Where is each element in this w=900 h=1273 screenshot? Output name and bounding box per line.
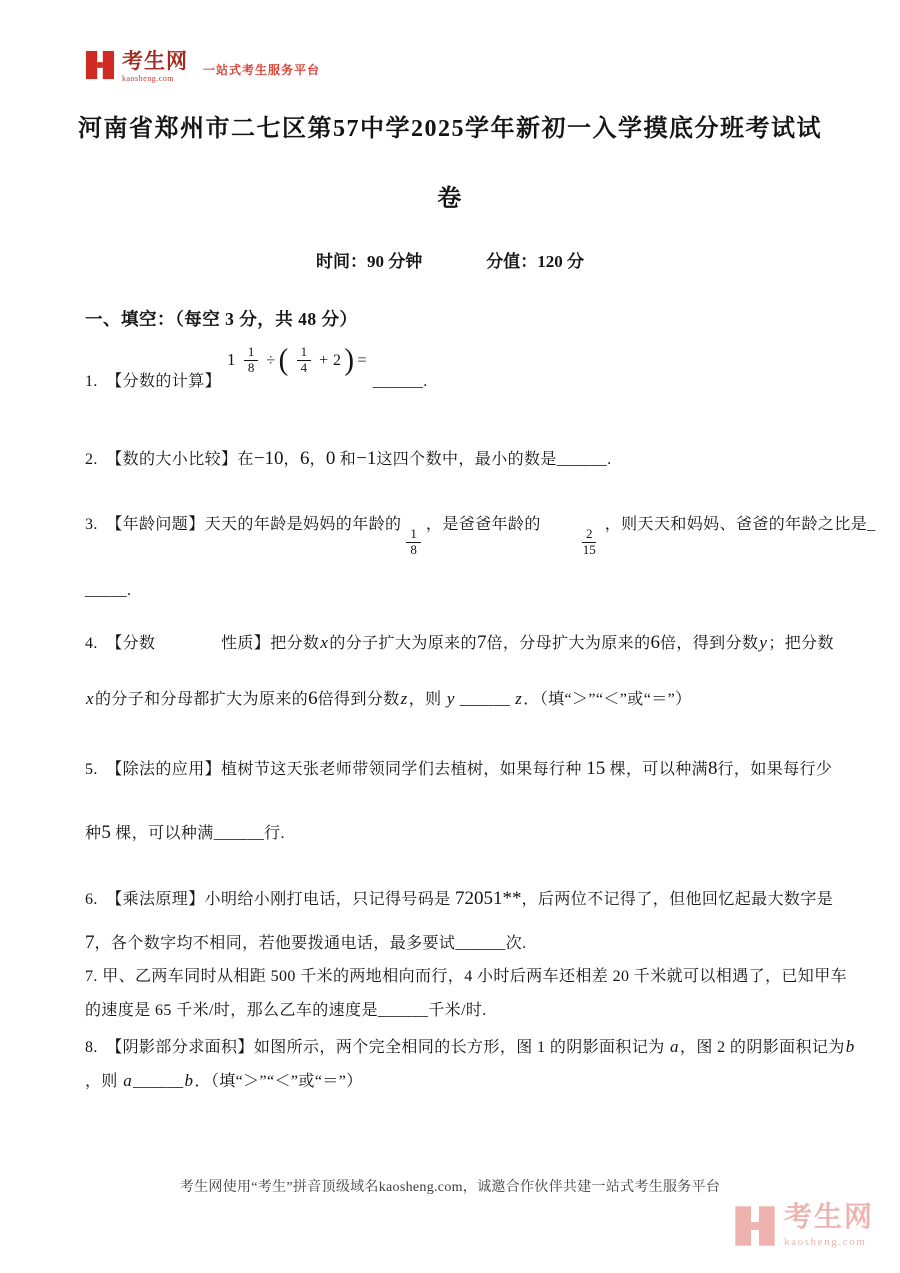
q2-label: 2. 【数的大小比较】: [85, 451, 238, 468]
question-3-continuation: [85, 580, 131, 602]
q4-label: 4. 【分数 性质】: [85, 635, 271, 652]
q4-text-segment: ．（填“＞”“＜”或“＝”）: [523, 691, 692, 708]
question-6: [85, 886, 833, 912]
q6-text-segment: ，后两位不记得了，但他回忆起最大数字是: [521, 891, 834, 908]
q6-label: 6. 【乘法原理】: [85, 891, 205, 908]
question-1: [85, 343, 428, 393]
q4-text-segment: 倍得到分数: [317, 691, 400, 708]
q5-number: 15: [586, 758, 606, 779]
q4-text-segment: 倍，得到分数: [659, 635, 759, 652]
q1-f2-denominator: 4: [300, 359, 308, 375]
q3-text-segment: 天天的年龄是妈妈的年龄的: [204, 516, 402, 533]
q1-f1-numerator: 1: [244, 345, 259, 361]
q2-number: −1: [356, 448, 377, 469]
q4-text-segment: 的分子扩大为原来的: [329, 635, 477, 652]
q4-answer-blank: ______: [459, 691, 511, 708]
q1-f1-denominator: 8: [247, 359, 255, 375]
q2-text-segment: ，: [309, 451, 326, 468]
q1-f2-numerator: 1: [297, 345, 312, 361]
q1-divide-sign: ÷: [266, 351, 276, 369]
question-6-continuation: [85, 930, 527, 956]
q4-text-segment: 的分子和分母都扩大为原来的: [94, 691, 309, 708]
logo-tagline: 一站式考生服务平台: [203, 63, 321, 78]
q1-formula: [227, 345, 367, 376]
q8-label: 8. 【阴影部分求面积】: [85, 1039, 254, 1056]
exam-title-line2: 卷: [437, 186, 463, 212]
q5-text-segment: 行.: [264, 825, 285, 842]
exam-title-line1: 河南省郑州市二七区第57中学2025学年新初一入学摸底分班考试试: [78, 116, 822, 142]
q4-variable-y: y: [759, 633, 768, 652]
q2-number: −10: [253, 448, 284, 469]
q1-fraction-1: [244, 345, 259, 376]
q7-text-segment: 千米/时.: [428, 1002, 487, 1019]
question-5: [85, 756, 832, 782]
q1-fraction-2: [297, 345, 312, 376]
q1-equals-sign: =: [357, 351, 367, 369]
q4-number: 6: [308, 688, 318, 709]
q5-answer-blank: ______: [213, 825, 265, 842]
kaosheng-watermark: [734, 1204, 874, 1248]
q2-text-segment: ，: [283, 451, 300, 468]
logo-name: 考生网: [122, 49, 188, 73]
logo-text-block: [122, 50, 188, 83]
q8-variable-a: a: [670, 1037, 679, 1056]
q3-text-segment: ，是爸爸年龄的: [425, 516, 541, 533]
question-8-continuation: [85, 1070, 363, 1093]
q4-number: 6: [650, 632, 660, 653]
kaosheng-header-logo: [85, 50, 320, 83]
q8-variable-b: b: [184, 1071, 194, 1090]
q4-text-segment: 倍，分母扩大为原来的: [486, 635, 651, 652]
meta-time: 时间：90 分钟: [316, 252, 423, 271]
q4-text-segment: ；把分数: [768, 635, 834, 652]
question-7-continuation: [85, 1000, 487, 1022]
q6-text-segment: 小明给小刚打电话，只记得号码是: [204, 891, 456, 908]
watermark-logo-icon: [734, 1205, 776, 1247]
q5-text-segment: 棵，可以种满: [605, 761, 709, 778]
kaosheng-logo-icon: [85, 50, 115, 80]
q1-answer-blank: ______.: [372, 373, 428, 391]
q3-f1-denominator: 8: [410, 541, 417, 557]
q3-fraction-2: [579, 527, 600, 558]
q7-text-segment: 的速度是 65 千米/时，那么乙车的速度是: [85, 1002, 378, 1019]
question-7: [85, 966, 847, 988]
q3-fraction-1: [406, 527, 421, 558]
q4-variable-y: y: [446, 689, 455, 708]
exam-meta: [0, 247, 900, 272]
q3-f1-numerator: 1: [406, 527, 421, 543]
q8-answer-blank: ______: [133, 1073, 184, 1090]
q8-variable-a: a: [123, 1071, 133, 1090]
q2-number: 6: [299, 448, 310, 469]
q8-text-segment: ，图 2 的阴影面积记为: [679, 1039, 845, 1056]
watermark-name: 考生网: [783, 1202, 874, 1233]
question-4-continuation: [85, 686, 692, 712]
watermark-domain: kaosheng.com: [783, 1236, 867, 1248]
q5-text-segment: 棵，可以种满: [110, 825, 214, 842]
q1-left-paren: (: [278, 343, 289, 377]
q7-text-segment: 7. 甲、乙两车同时从相距 500 千米的两地相向而行，4 小时后两车还相差 20 千米就可以相遇了，已知甲车: [85, 968, 848, 985]
q7-answer-blank: ______: [377, 1002, 429, 1019]
q4-variable-x: x: [320, 633, 329, 652]
q2-answer-blank: ______.: [556, 451, 612, 468]
q1-whole-number: 1: [227, 349, 236, 369]
q3-text-segment: ，则天天和妈妈、爸爸的年龄之比是_: [604, 516, 876, 533]
q8-variable-b: b: [845, 1037, 855, 1056]
q5-number: 5: [101, 822, 111, 843]
q4-text-segment: 把分数: [270, 635, 320, 652]
q6-text-segment: 次.: [505, 935, 527, 952]
q8-text-segment: ．（填“＞”“＜”或“＝”）: [194, 1073, 363, 1090]
q5-text-segment: 植树节这天张老师带领同学们去植树，如果每行种: [221, 761, 587, 778]
q3-answer-blank: _____.: [85, 582, 132, 599]
logo-domain: kaosheng.com: [122, 74, 174, 84]
q2-text-segment: 在: [237, 451, 254, 468]
q4-variable-x: x: [86, 689, 94, 708]
q1-label: 1. 【分数的计算】: [85, 373, 222, 391]
question-8: [85, 1036, 856, 1059]
meta-score: 分值：120 分: [486, 252, 584, 271]
q3-f2-denominator: 15: [582, 541, 596, 557]
page-footer-text: 考生网使用“考生”拼音顶级域名kaosheng.com，诚邀合作伙伴共建一站式考生服务平台: [179, 1180, 721, 1195]
q5-number: 8: [708, 758, 718, 779]
q6-number: 7: [85, 932, 95, 953]
question-5-continuation: [85, 820, 285, 846]
q2-text-segment: 和: [335, 451, 357, 468]
question-2: [85, 446, 612, 472]
q6-text-segment: ，各个数字均不相同，若他要拨通电话，最多要试: [94, 935, 456, 952]
q4-variable-z: z: [515, 689, 523, 708]
q4-variable-z: z: [400, 689, 408, 708]
q2-number: 0: [325, 448, 336, 469]
section-heading: 一、填空：（每空 3 分，共 48 分）: [85, 309, 358, 329]
q5-text-segment: 行，如果每行少: [717, 761, 833, 778]
q8-text-segment: ，则: [85, 1073, 123, 1090]
q6-answer-blank: ______: [455, 935, 506, 952]
q3-f2-numerator: 2: [582, 527, 597, 543]
q8-text-segment: 如图所示，两个完全相同的长方形，图 1 的阴影面积记为: [253, 1039, 670, 1056]
q6-phone-number: 72051**: [455, 888, 522, 909]
question-4: [85, 630, 834, 656]
q4-number: 7: [476, 632, 487, 653]
q3-label: 3. 【年龄问题】: [85, 516, 205, 533]
q2-text-segment: 这四个数中，最小的数是: [376, 451, 557, 468]
question-3: [85, 514, 876, 558]
q5-label: 5. 【除法的应用】: [85, 761, 222, 778]
watermark-text-block: [784, 1204, 874, 1248]
q1-right-paren: ): [344, 343, 355, 377]
q5-text-segment: 种: [85, 825, 102, 842]
q1-plus-term: + 2: [319, 351, 342, 369]
q4-text-segment: ，则: [408, 691, 446, 708]
